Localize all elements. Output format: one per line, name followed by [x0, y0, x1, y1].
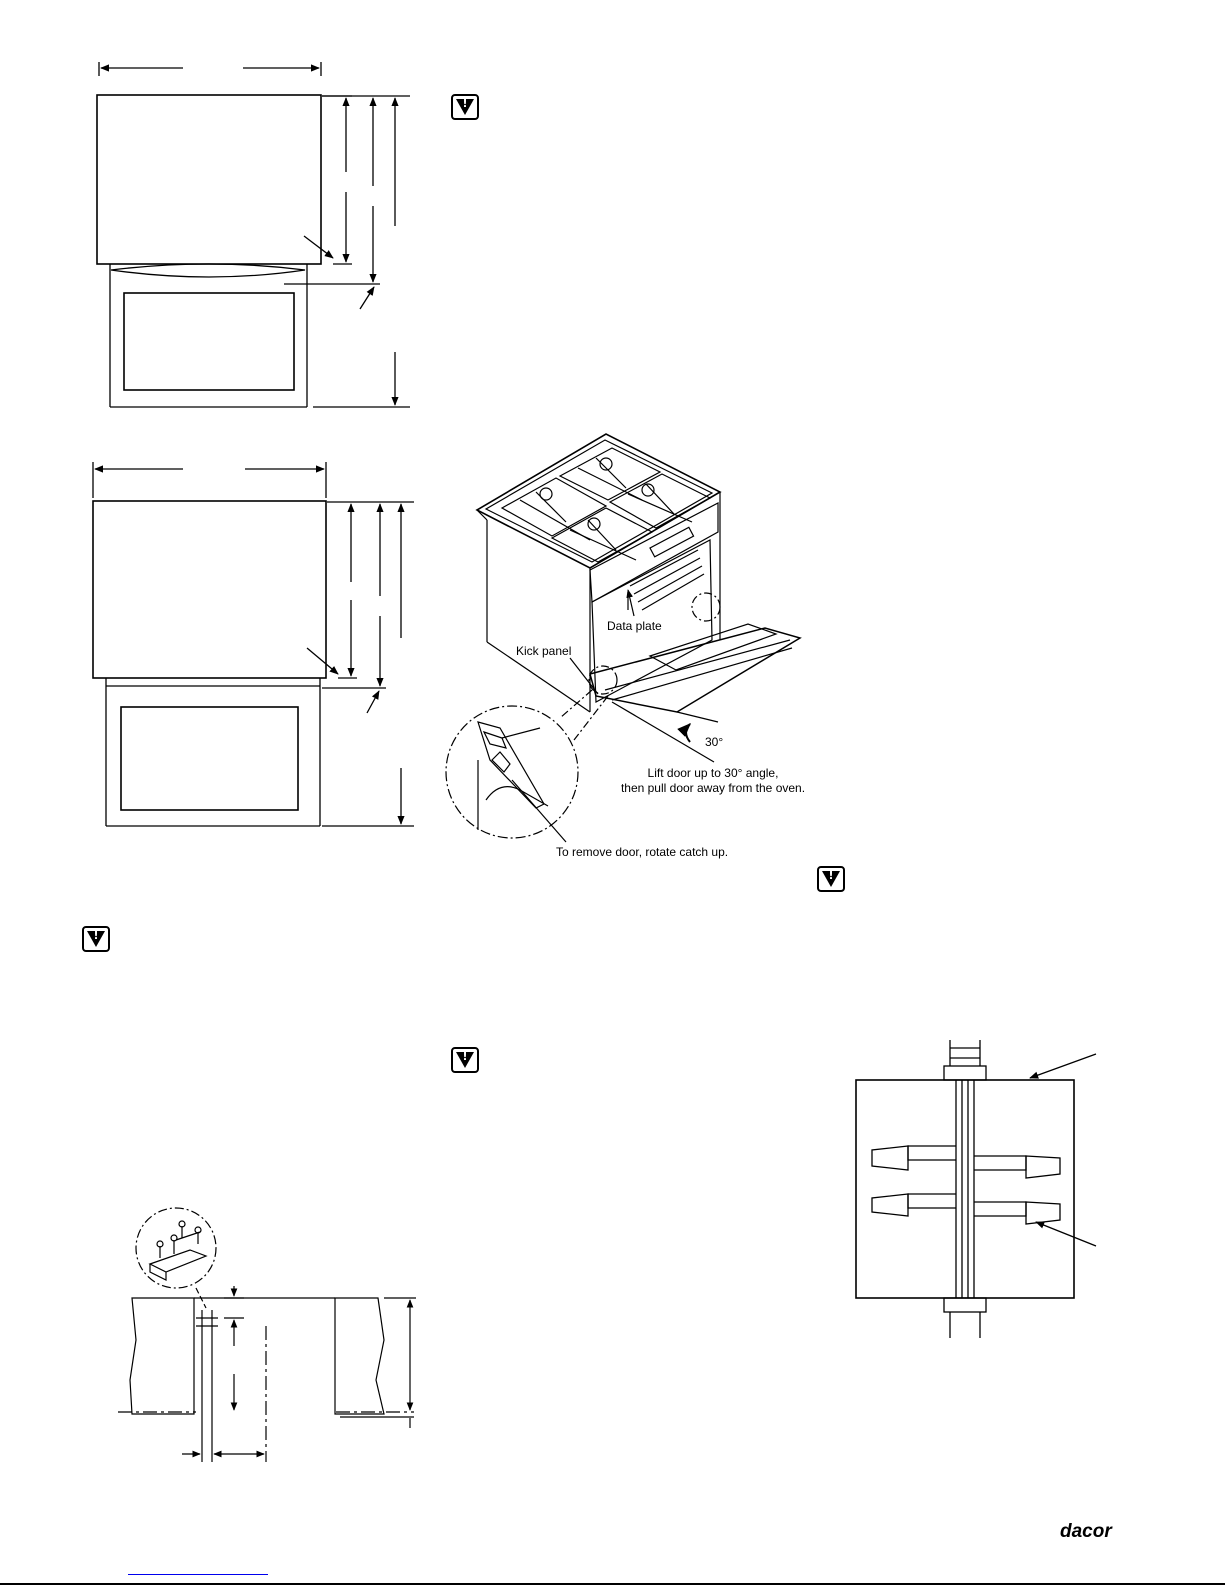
range-dimension-diagram-bottom [93, 462, 414, 826]
brand-logo: dacor [1060, 1521, 1112, 1542]
range-dimension-diagram-top [97, 62, 410, 407]
anti-tip-bracket-diagram [118, 1208, 416, 1462]
lift-instruction-line1: Lift door up to 30° angle, [647, 766, 779, 780]
kick-panel-label: Kick panel [516, 644, 572, 658]
burner-manifold-diagram [856, 1040, 1096, 1338]
footer-link-underline[interactable] [128, 1574, 268, 1575]
data-plate-label: Data plate [607, 619, 662, 633]
angle-label: 30° [705, 735, 724, 749]
catch-note: To remove door, rotate catch up. [556, 845, 729, 859]
lift-instruction-line2: then pull door away from the oven. [620, 781, 806, 795]
